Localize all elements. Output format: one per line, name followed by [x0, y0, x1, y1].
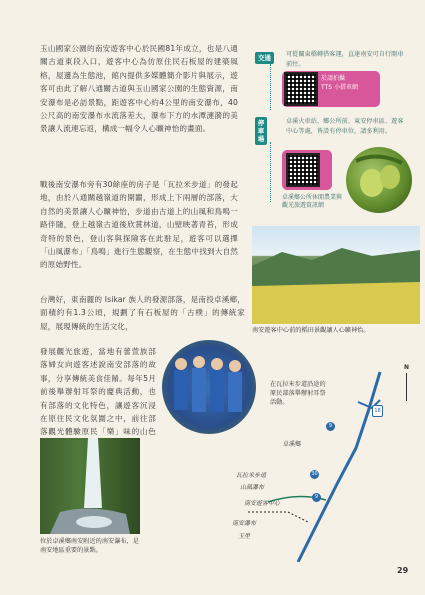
qr1-sub: TTS 小搭車網 — [321, 84, 358, 91]
traffic-text: 可從關東橋轉搭客運，直達南安可自行開車前往。 — [286, 51, 404, 68]
qr1-label: 於請拍攝 — [321, 75, 346, 82]
map-hand-4: 南安瀑布 — [232, 520, 257, 527]
parking-divider — [270, 142, 271, 202]
isikar-paragraph: 台灣好，東南麗的 Isikar 族人的發源部落，是南投卓溪鄉，面積約有1.3公頃，規劃了有石板屋的「古樸」的傳統家屋，展現傳統的生活文化， — [40, 295, 245, 331]
north-label: N — [404, 364, 410, 371]
map-place-label: 卓溪鄉 — [283, 441, 302, 448]
waterfall-illustration — [40, 438, 140, 534]
page-number: 29 — [397, 566, 409, 575]
festival-paragraph: 發展觀光旅遊，當地有蕾萱族部落婦女向遊客述說南安部落的故事，分享傳統美食佳餚。每年5月前後舉辦射耳祭的慶典活動，也有部落的文化特色，讓遊客沉浸在原住民文化氛圍之中，前往部落觀光體驗原民「樂」味的山色 — [40, 347, 156, 437]
map-hand-2: 山風瀑布 — [240, 484, 265, 491]
traffic-tag: 交通 — [255, 52, 274, 64]
walami-paragraph: 戰後南安瀑布旁有30餘座的房子是「瓦拉米步道」的發起地，由於八通關越嶺道的開闢，形成上下兩層的部落，大自然的美景讓人心曠神怡，步道由古道上的山風和鳥鳴一路伴隨，登上越嶺古道後欣賞林道，山壁映著青苔，形成奇特的景色，登山客與探險客在此駐足，遊客可以選擇「山風瀑布」「鳥鳴」進行生態觀察，在生態中找到大自然的原始野性。 — [40, 180, 238, 270]
dancers-caption: 在瓦拉米步道沿途的原民部落舉辦射耳祭活動。 — [270, 381, 326, 406]
qr2-label: 卓溪鄉公所休閒農業與觀光旅遊資訊網 — [282, 194, 343, 209]
route-marker-2: 30 — [311, 471, 318, 477]
qr-code-2[interactable] — [286, 153, 320, 187]
north-arrow — [406, 373, 407, 401]
waterfall-caption: 位於卓溪鄉南安附近的南安瀑布，是南安地區重要的景點。 — [40, 538, 139, 554]
pomelo-photo — [346, 147, 412, 213]
pomelo-illustration — [346, 147, 412, 213]
map-hand-3: 南安遊客中心 — [244, 500, 281, 507]
intro-paragraph: 玉山國家公園的南安遊客中心於民國81年成立，也是八通關古道東段入口，遊客中心為仿原住民石板屋的建築風格，屋邊為生態池，館內提供多媒體簡介影片與展示，遊客可由此了解八通關古道與玉山國家公園的生態資源，南安瀑布是必訪景點，距遊客中心約4公里的南安瀑布，40公尺高的南安瀑布水流落差大，瀑布下方的水潭漣漪的美景讓人流連忘返，構成一幅令人心曠神怡的畫面。 — [40, 44, 238, 134]
map-hand-5: 玉里 — [238, 533, 251, 540]
field-caption: 南安遊客中心前的稻田景觀讓人心曠神怡。 — [252, 327, 370, 334]
parking-text: 卓溪火車站、鄉公所前、東安停車區、遊客中心等處，皆設有停車位，請多利用。 — [286, 118, 404, 135]
rice-field-photo — [252, 226, 420, 324]
route-marker-1: 9 — [326, 422, 335, 431]
waterfall-photo — [40, 438, 140, 534]
parking-tag: 停車場 — [255, 117, 267, 145]
field-mountains — [252, 226, 420, 324]
map-hand-1: 瓦拉米步道 — [236, 472, 267, 479]
qr-code-1[interactable] — [284, 72, 318, 106]
route-box: 18 — [372, 405, 383, 417]
route-marker-3: 9 — [312, 493, 321, 502]
map-svg — [148, 352, 418, 562]
traffic-divider — [270, 64, 271, 110]
